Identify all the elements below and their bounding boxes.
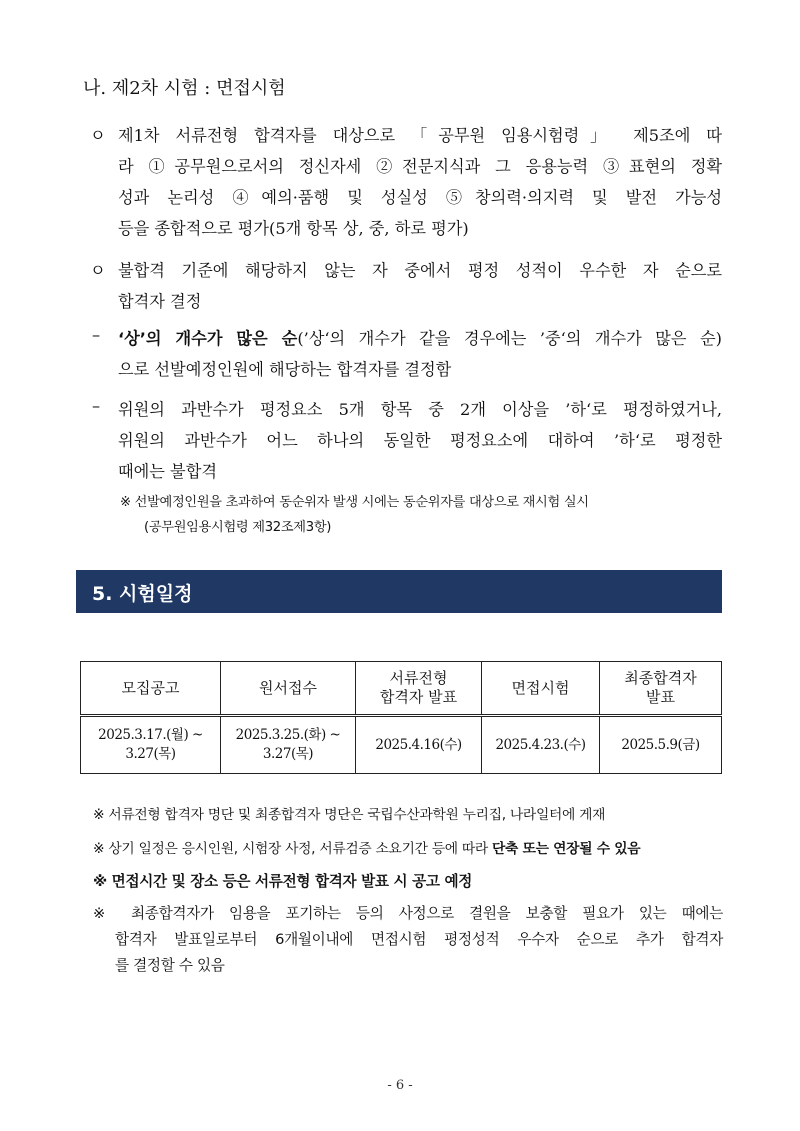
schedule-table <box>80 661 722 774</box>
tie-note-line1: ※ 선발예정인원을 초과하여 동순위자 발생 시에는 동순위자를 대상으로 재시험 실시 <box>120 495 589 510</box>
subheading: 나. 제2차 시험 : 면접시험 <box>83 78 286 99</box>
item2-marker: ㅇ <box>90 261 106 280</box>
page-number: - 6 - <box>387 1078 413 1093</box>
value-cell: 2025.3.17.(월) ~ 3.27(목) <box>81 716 221 774</box>
dash2-marker: – <box>92 396 101 415</box>
item1-line: 라 ①공무원으로서의 정신자세 ②전문지식과 그 응용능력 ③표현의 정확 <box>118 157 722 176</box>
note-2-bold: 단축 또는 연장될 수 있음 <box>492 841 641 857</box>
dash1-text <box>118 325 722 385</box>
note-4-line: 합격자 발표일로부터 6개월이내에 면접시험 평정성적 우수자 순으로 추가 합격자 <box>115 931 723 948</box>
header-cell: 최종합격자 발표 <box>600 662 722 716</box>
note-2-plain: ※ 상기 일정은 응시인원, 시험장 사정, 서류검증 소요기간 등에 따라 <box>93 841 493 857</box>
schedule-value-row <box>81 716 722 774</box>
section-title: 5. 시험일정 <box>92 583 193 605</box>
dash2-line: 위원의 과반수가 평정요소 5개 항목 중 2개 이상을 ’하‘로 평정하였거나, <box>118 400 722 419</box>
note-4 <box>93 902 723 982</box>
value-cell: 2025.5.9(금) <box>600 716 722 774</box>
item1-line: 성과 논리성 ④예의·품행 및 성실성 ⑤창의력·의지력 및 발전 가능성 <box>118 188 722 207</box>
section-header <box>76 570 722 613</box>
value-cell: 2025.4.16(수) <box>356 716 482 774</box>
dash2-line: 위원의 과반수가 어느 하나의 동일한 평정요소에 대하여 ’하‘로 평정한 <box>118 431 722 450</box>
item2-text <box>118 257 722 317</box>
dash1-line: 으로 선발예정인원에 해당하는 합격자를 결정함 <box>118 360 452 379</box>
dash2-line: 때에는 불합격 <box>118 462 217 481</box>
dash1-marker: – <box>92 325 101 344</box>
header-cell: 면접시험 <box>482 662 600 716</box>
value-cell: 2025.3.25.(화) ~ 3.27(목) <box>221 716 356 774</box>
item2-line: 합격자 결정 <box>118 292 202 311</box>
item1-text <box>118 122 722 242</box>
item1-line: 등을 종합적으로 평가(5개 항목 상, 중, 하로 평가) <box>118 219 469 238</box>
item1-line: 제1차 서류전형 합격자를 대상으로 「공무원 임용시험령」 제5조에 따 <box>118 126 722 145</box>
note-2 <box>93 837 640 857</box>
header-cell: 모집공고 <box>81 662 221 716</box>
dash1-line <box>118 325 722 349</box>
header-cell: 원서접수 <box>221 662 356 716</box>
dash1-bold: ‘상’의 개수가 많은 순 <box>118 329 298 348</box>
note-4-line: ※ 최종합격자가 임용을 포기하는 등의 사정으로 결원을 보충할 필요가 있는 때에는 <box>93 905 723 922</box>
note-4-line: 를 결정할 수 있음 <box>115 957 225 974</box>
header-cell: 서류전형 합격자 발표 <box>356 662 482 716</box>
tie-note <box>120 491 722 535</box>
item2-line: 불합격 기준에 해당하지 않는 자 중에서 평정 성적이 우수한 자 순으로 <box>118 261 722 280</box>
note-1: ※ 서류전형 합격자 명단 및 최종합격자 명단은 국립수산과학원 누리집, 나라일터에 게재 <box>93 807 606 823</box>
schedule-header-row <box>81 662 722 716</box>
dash1-rest: (’상‘의 개수가 같을 경우에는 ’중‘의 개수가 많은 순) <box>297 329 722 348</box>
tie-note-line2: (공무원임용시험령 제32조제3항) <box>144 520 332 535</box>
item1-marker: ㅇ <box>90 126 106 145</box>
note-3: ※ 면접시간 및 장소 등은 서류전형 합격자 발표 시 공고 예정 <box>93 873 473 890</box>
dash2-text <box>118 396 722 486</box>
value-cell: 2025.4.23.(수) <box>482 716 600 774</box>
